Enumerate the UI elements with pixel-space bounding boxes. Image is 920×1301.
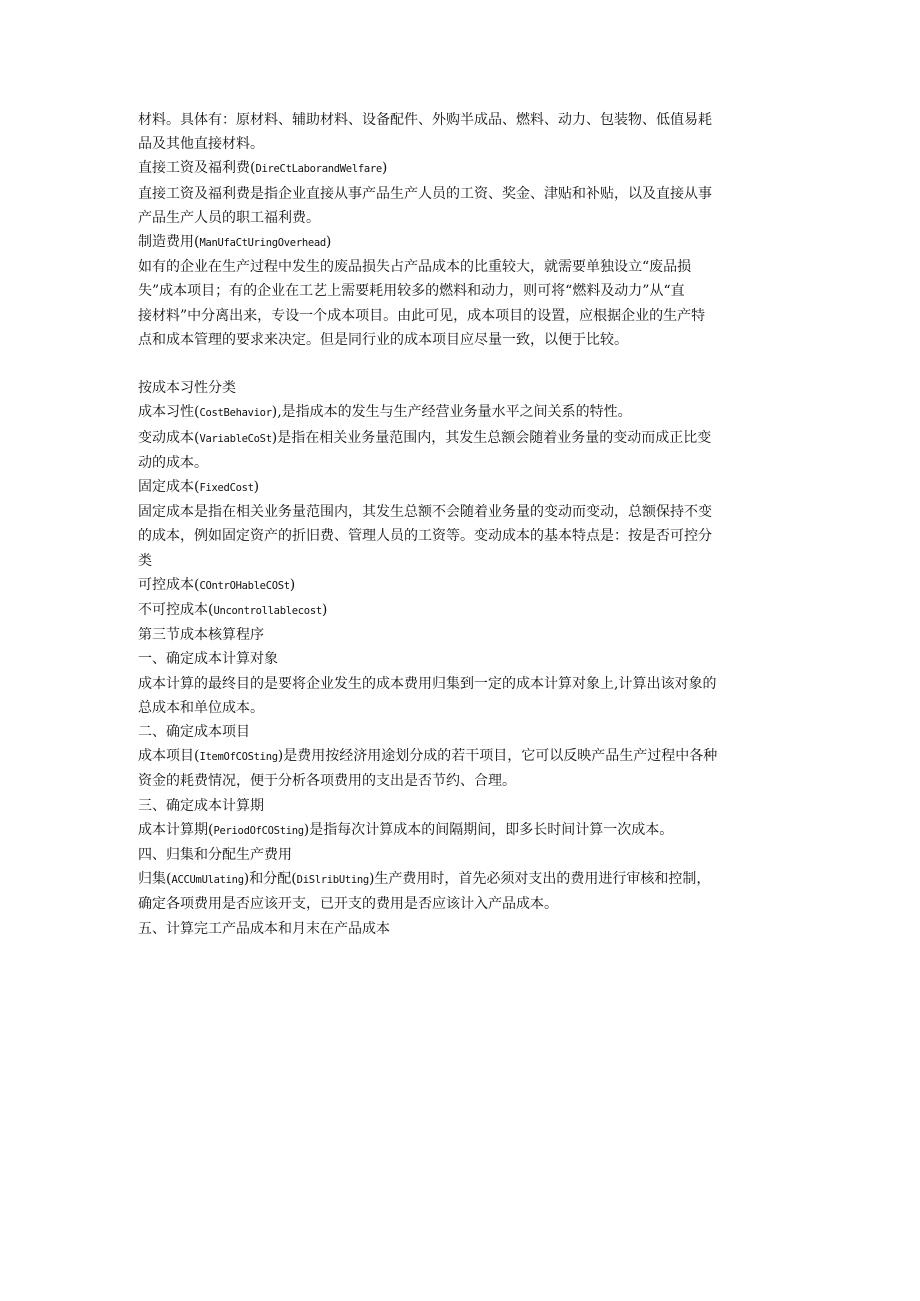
text-line: 的成本，例如固定资产的折旧费、管理人员的工资等。变动成本的基本特点是：按是否可控分 <box>138 528 712 545</box>
text-line: 固定成本是指在相关业务量范围内，其发生总额不会随着业务量的变动而变动，总额保持不变 <box>138 504 712 521</box>
text-line: 三、确定成本计算期 <box>138 797 264 814</box>
text-line: 如有的企业在生产过程中发生的废品损失占产品成本的比重较大，就需要单独设立“废品损 <box>138 259 692 276</box>
text-line: 二、确定成本项目 <box>138 724 250 741</box>
text-line: 制造费用(ManUfaCtUringOverhead) <box>138 234 332 251</box>
document-body <box>138 108 783 941</box>
text-line: 总成本和单位成本。 <box>138 699 264 716</box>
text-line: 动的成本。 <box>138 454 208 471</box>
text-line: 固定成本(FixedCost) <box>138 479 260 496</box>
text-line: 不可控成本(Uncontrollablecost) <box>138 602 328 619</box>
text-line: 产品生产人员的职工福利费。 <box>138 209 320 226</box>
text-line: 归集(ACCUmUlating)和分配(DiSlribUting)生产费用时，首先必须对支出的费用进行审核和控制， <box>138 871 711 888</box>
text-line: 可控成本(COntrOHableCOSt) <box>138 576 296 593</box>
text-line: 第三节成本核算程序 <box>138 627 264 644</box>
text-line: 材料。具体有：原材料、辅助材料、设备配件、外购半成品、燃料、动力、包装物、低值易耗 <box>138 112 712 128</box>
text-line: 一、确定成本计算对象 <box>138 651 278 668</box>
text-line: 按成本习性分类 <box>138 380 236 397</box>
text-line: 成本计算期(PeriodOfCOSting)是指每次计算成本的间隔期间，即多长时间计算一次成本。 <box>138 821 674 838</box>
text-line: 四、归集和分配生产费用 <box>138 847 292 864</box>
text-line: 资金的耗费情况，便于分析各项费用的支出是否节约、合理。 <box>138 773 516 790</box>
text-line: 品及其他直接材料。 <box>138 136 264 153</box>
text-line: 点和成本管理的要求来决定。但是同行业的成本项目应尽量一致，以便于比较。 <box>138 331 628 348</box>
text-line: 直接工资及福利费是指企业直接从事产品生产人员的工资、奖金、津贴和补贴，以及直接从事 <box>138 185 712 202</box>
text-line: 失”成本项目；有的企业在工艺上需要耗用较多的燃料和动力，则可将“燃料及动力”从“直 <box>138 283 685 300</box>
text-line: 变动成本(VariableCoSt)是指在相关业务量范围内，其发生总额会随着业务量的变动而成正比变 <box>138 429 712 446</box>
text-line: 成本项目(ItemOfCOSting)是费用按经济用途划分成的若干项目，它可以反映产品生产过程中各种 <box>138 748 718 765</box>
text-line: 成本习性(CostBehavior),是指成本的发生与生产经营业务量水平之间关系的特性。 <box>138 404 632 421</box>
text-line: 接材料”中分离出来，专设一个成本项目。由此可见，成本项目的设置，应根据企业的生产特 <box>138 307 706 324</box>
text-line: 五、计算完工产品成本和月末在产品成本 <box>138 920 390 937</box>
text-line: 成本计算的最终目的是要将企业发生的成本费用归集到一定的成本计算对象上,计算出该对象的 <box>138 675 717 692</box>
text-line: 直接工资及福利费(DireCtLaborandWelfare) <box>138 160 388 177</box>
blank-line <box>138 352 783 376</box>
text-line: 类 <box>138 552 152 569</box>
text-line: 确定各项费用是否应该开支，已开支的费用是否应该计入产品成本。 <box>138 896 558 913</box>
